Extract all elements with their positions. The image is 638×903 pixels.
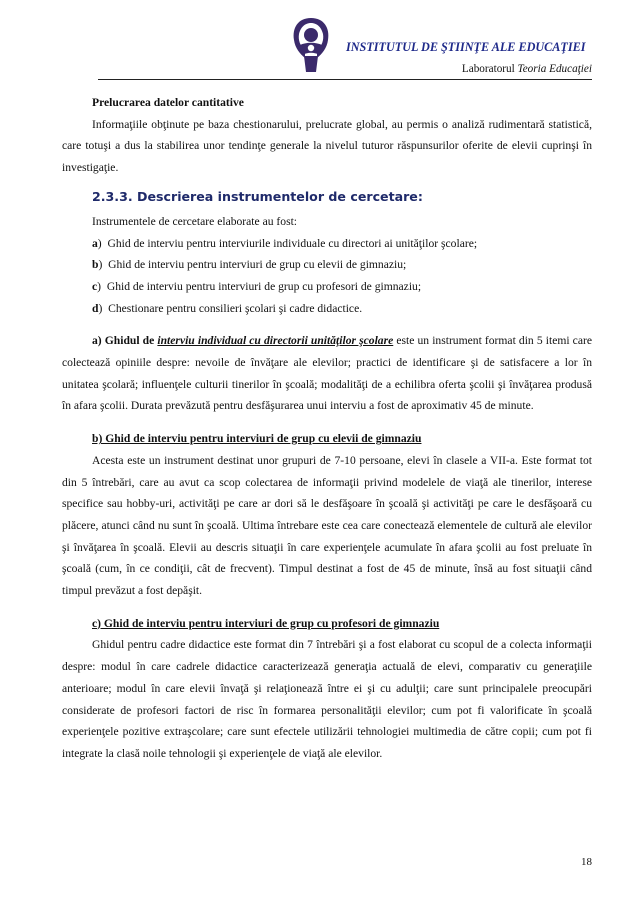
list-item: c) Ghid de interviu pentru interviuri de grup cu profesori de gimnaziu; xyxy=(92,279,422,293)
institute-name: INSTITUTUL DE ŞTIINŢE ALE EDUCAŢIEI xyxy=(346,40,586,54)
list-item: a) Ghid de interviu pentru interviurile individuale cu directori ai unităţilor şcolare; xyxy=(92,236,478,250)
laboratory-name xyxy=(462,63,592,75)
list-letter: c xyxy=(92,279,98,293)
lab-prefix: Laboratorul xyxy=(461,63,518,75)
section-heading-instruments: 2.3.3. Descrierea instrumentelor de cercetare: xyxy=(92,188,423,204)
list-text: Chestionare pentru consilieri şcolari şi cadre didactice. xyxy=(108,301,363,315)
list-item: d) Chestionare pentru consilieri şcolari şi cadre didactice. xyxy=(92,301,363,315)
page-body xyxy=(62,92,592,765)
paragraph-quantitative: Informaţiile obţinute pe baza chestionarului, prelucrate global, au permis o analiză rudimentară statistică, care totuşi a dus la stabilirea unor tendinţe generale la nivelul tuturor răspunsurilor oferite de elevii cuprinşi în investigaţie. xyxy=(62,117,592,175)
section-title-guide-b: b) Ghid de interviu pentru interviuri de grup cu elevii de gimnaziu xyxy=(92,432,422,446)
institute-logo xyxy=(286,14,336,76)
list-text: Ghid de interviu pentru interviurile individuale cu directori ai unităţilor şcolare; xyxy=(107,236,478,250)
guide-a-lead: a) Ghidul de xyxy=(92,334,158,348)
header-rule xyxy=(98,79,592,80)
instruments-intro: Instrumentele de cercetare elaborate au fost: xyxy=(92,214,298,228)
lab-title: Teoria Educaţiei xyxy=(517,63,592,75)
list-text: Ghid de interviu pentru interviuri de grup cu profesori de gimnaziu; xyxy=(106,279,422,293)
page-number: 18 xyxy=(581,856,592,868)
page-header xyxy=(0,0,638,82)
paragraph-guide-a xyxy=(62,330,592,417)
section-title-quantitative: Prelucrarea datelor cantitative xyxy=(92,96,244,109)
list-item: b) Ghid de interviu pentru interviuri de grup cu elevii de gimnaziu; xyxy=(92,258,407,272)
guide-a-text: este un instrument format din 5 itemi care colectează opiniile despre: nevoile de învăţare ale elevilor; practici de identificare şi de satisfacere a lor în unitatea şcolară; influenţele culturii tinerilor în şcoală; modalităţi de a echilibra oferta şcolii şi învăţarea produsă în afara şcolii. Durata prevăzută pentru desfăşurarea unui interviu a fost de aproximativ 45 de minute. xyxy=(62,334,592,413)
paragraph-guide-c: Ghidul pentru cadre didactice este format din 7 întrebări şi a fost elaborat cu scopul de a colecta informaţii despre: modul în care cadrele didactice caracterizează generaţia actuală de elevi, comparativ cu generaţiile anterioare; modul în care elevii învaţă şi relaţionează între ei şi cu adulţii; care sunt principalele preocupări considerate de profesori factori de risc în formarea personalităţii elevilor; cum pot fi valorificate în şcoală experienţele pozitive extraşcolare; care sunt efectele utilizării tehnologiei multimedia de către copii; cum pot fi integrate la clasă noile tehnologii şi experienţele de viaţă ale elevilor. xyxy=(62,638,592,760)
guide-a-emphasis: interviu individual cu directorii unităţilor şcolare xyxy=(157,334,394,348)
paragraph-guide-b: Acesta este un instrument destinat unor grupuri de 7-10 persoane, elevi în clasele a VII-a. Este format tot din 5 întrebări, care au avut ca scop colectarea de informaţii privind modelele de viaţă ale tinerilor, interese specifice sau hobby-uri, activităţi pe care ar dori să le desfăşoare în şcoală şi activităţi pe care le desfăşoară cu plăcere, atunci când nu sunt în şcoală. Ultima întrebare este cea care conectează elementele de cultură ale elevilor şi învăţarea în şcoală. Elevii au descris situaţii în care experienţele acumulate în afara şcolii au fost preluate în şcoală (cum, în ce condiţii, cât de frecvent). Timpul destinat a fost de 45 de minute, însă au fost situaţii când timpul prevăzut a fost depăşit. xyxy=(62,453,592,598)
section-title-guide-c: c) Ghid de interviu pentru interviuri de grup cu profesori de gimnaziu xyxy=(92,616,440,630)
list-text: Ghid de interviu pentru interviuri de grup cu elevii de gimnaziu; xyxy=(108,258,407,272)
list-letter: d xyxy=(92,301,99,315)
list-letter: b xyxy=(92,258,99,272)
list-letter: a xyxy=(92,236,98,250)
